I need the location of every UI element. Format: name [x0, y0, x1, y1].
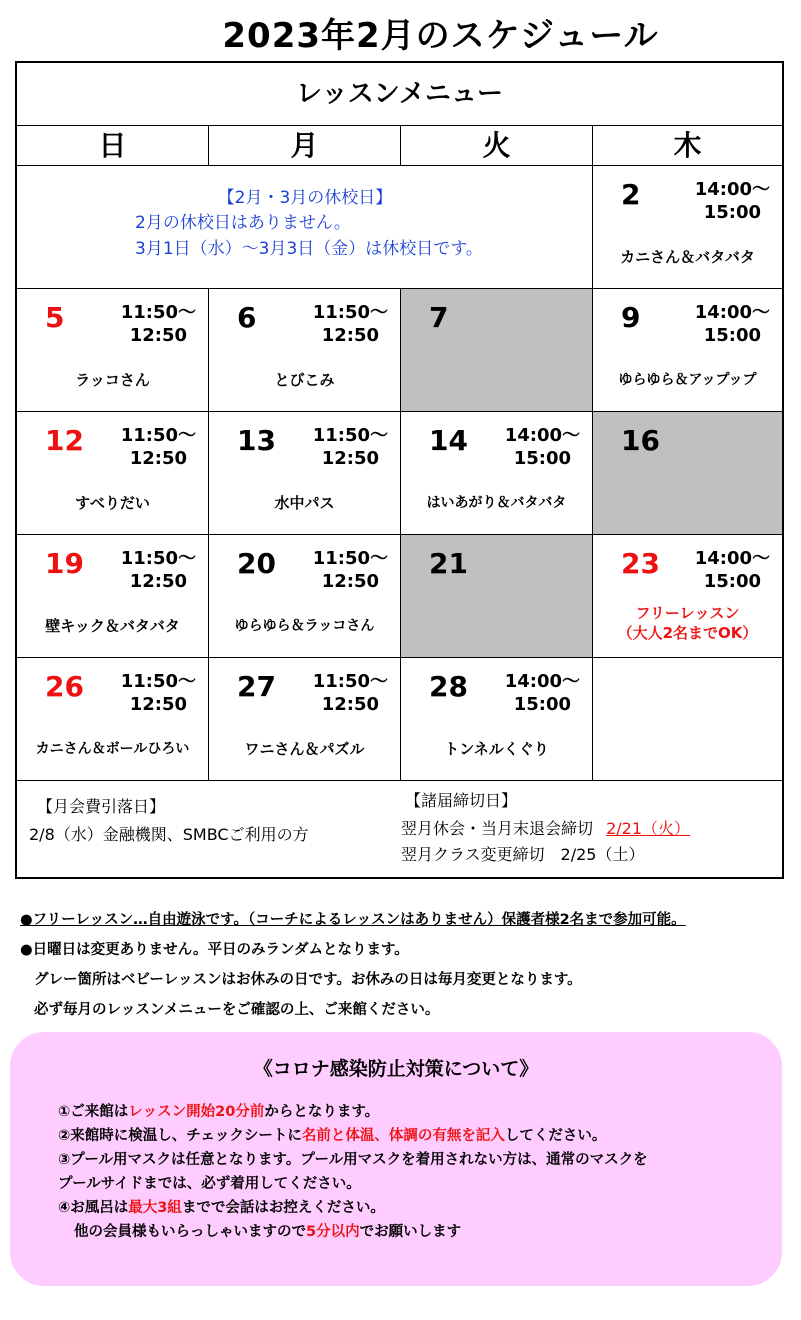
covid-title: 《コロナ感染防止対策について》: [253, 1058, 539, 1080]
day-cell: [593, 289, 782, 412]
date-number: 14: [429, 424, 468, 457]
time-start: 11:50～: [120, 302, 196, 323]
date-number: 26: [45, 670, 84, 703]
date-number: 2: [621, 178, 641, 211]
lesson-time: [121, 547, 196, 593]
weekday-sunday: 日: [17, 126, 209, 166]
deadline-withdrawal: [401, 816, 690, 839]
lesson-time: [121, 424, 196, 470]
time-end: 12:50: [321, 325, 379, 346]
date-number: 23: [621, 547, 660, 580]
time-start: 14:00～: [504, 671, 580, 692]
lesson-name: ワニさん＆パズル: [244, 740, 365, 758]
time-start: 11:50～: [312, 548, 388, 569]
day-cell: [401, 412, 593, 535]
time-end: 12:50: [321, 448, 379, 469]
lesson-name: はいあがり＆バタバタ: [426, 495, 567, 511]
time-start: 11:50～: [120, 671, 196, 692]
deadline-heading: 【諸届締切日】: [405, 791, 518, 810]
lesson-time: [695, 301, 770, 347]
date-number: 9: [621, 301, 641, 334]
date-number: 28: [429, 670, 468, 703]
time-end: 15:00: [703, 571, 761, 592]
time-end: 12:50: [129, 694, 187, 715]
holiday-notice-line: 2月の休校日はありません。: [135, 213, 351, 233]
note-gray: グレー箇所はベビーレッスンはお休みの日です。お休みの日は毎月変更となります。: [34, 972, 582, 988]
payment-deadline-info: [17, 780, 782, 877]
time-start: 11:50～: [312, 671, 388, 692]
covid-rule-2: ②来館時に検温し、チェックシートに名前と体温、体調の有無を記入してください。: [58, 1128, 607, 1144]
menu-heading: レッスンメニュー: [17, 63, 782, 126]
time-end: 15:00: [703, 202, 761, 223]
date-number: 5: [45, 301, 65, 334]
day-cell: [209, 535, 401, 658]
lesson-time: [313, 670, 388, 716]
time-start: 14:00～: [694, 548, 770, 569]
time-end: 12:50: [129, 448, 187, 469]
page-title: 2023年2月のスケジュール: [222, 16, 659, 56]
covid-measures-box: [10, 1032, 782, 1286]
day-cell-closed: [401, 289, 593, 412]
time-start: 11:50～: [120, 425, 196, 446]
covid-rule-1: ①ご来館はレッスン開始20分前からとなります。: [58, 1104, 380, 1120]
time-end: 12:50: [321, 571, 379, 592]
lesson-time: [121, 670, 196, 716]
lesson-name: 壁キック＆バタバタ: [45, 617, 180, 635]
weekday-monday: 月: [209, 126, 401, 166]
lesson-name: ゆらゆら＆ラッコさん: [234, 618, 375, 634]
lesson-name: トンネルくぐり: [444, 740, 549, 758]
date-number: 21: [429, 547, 468, 580]
covid-rule-4: ④お風呂は最大3組までで会話はお控えください。: [58, 1200, 385, 1216]
lesson-time: [695, 178, 770, 224]
date-number: 6: [237, 301, 257, 334]
day-cell: [17, 412, 209, 535]
lesson-name: 水中パス: [274, 494, 335, 512]
time-end: 15:00: [513, 694, 571, 715]
note-sunday: ●日曜日は変更ありません。平日のみランダムとなります。: [20, 942, 409, 958]
time-end: 15:00: [513, 448, 571, 469]
lesson-name: カニさん＆ボールひろい: [35, 741, 190, 757]
covid-rule-3: ③プール用マスクは任意となります。プール用マスクを着用されない方は、通常のマスクを: [58, 1152, 648, 1168]
time-start: 11:50～: [120, 548, 196, 569]
day-cell: [209, 412, 401, 535]
lesson-name: すべりだい: [75, 494, 150, 512]
date-number: 12: [45, 424, 84, 457]
day-cell-closed: [593, 412, 782, 535]
weekday-tuesday: 火: [401, 126, 593, 166]
lesson-name: とびこみ: [274, 371, 335, 389]
covid-rule-3-cont: プールサイドまでは、必ず着用してください。: [58, 1176, 361, 1192]
day-cell: [209, 658, 401, 781]
lesson-name: [593, 603, 782, 643]
deadline-withdrawal-label: 翌月休会・当月末退会締切: [401, 819, 594, 838]
lesson-time: [695, 547, 770, 593]
time-end: 12:50: [129, 325, 187, 346]
free-lesson-label: フリーレッスン: [635, 604, 740, 622]
date-number: 20: [237, 547, 276, 580]
deadline-class-change: 翌月クラス変更締切 2/25（土）: [401, 845, 645, 864]
time-end: 12:50: [321, 694, 379, 715]
lesson-time: [121, 301, 196, 347]
day-cell: [17, 535, 209, 658]
day-cell-closed: [401, 535, 593, 658]
lesson-time: [505, 424, 580, 470]
note-check: 必ず毎月のレッスンメニューをご確認の上、ご来館ください。: [34, 1002, 440, 1018]
day-cell: [209, 289, 401, 412]
lesson-time: [313, 547, 388, 593]
lesson-name: ラッコさん: [75, 371, 150, 389]
day-cell-empty: [593, 658, 782, 781]
lesson-name: ゆらゆら＆アップップ: [618, 372, 757, 388]
note-free-lesson: ●フリーレッスン…自由遊泳です。（コーチによるレッスンはありません）保護者様2名まで参加可能。: [20, 912, 686, 928]
fee-heading: 【月会費引落日】: [37, 797, 166, 816]
date-number: 16: [621, 424, 660, 457]
time-end: 12:50: [129, 571, 187, 592]
day-cell: [593, 535, 782, 658]
weekday-header-row: [17, 126, 782, 166]
free-lesson-note: （大人2名までOK）: [617, 624, 758, 642]
time-start: 11:50～: [312, 302, 388, 323]
covid-rule-4-cont: 他の会員様もいらっしゃいますので5分以内でお願いします: [74, 1224, 462, 1240]
holiday-notice: [17, 166, 593, 289]
date-number: 7: [429, 301, 449, 334]
holiday-notice-heading: 【2月・3月の休校日】: [217, 188, 393, 208]
lesson-time: [313, 424, 388, 470]
date-number: 13: [237, 424, 276, 457]
time-end: 15:00: [703, 325, 761, 346]
date-number: 19: [45, 547, 84, 580]
day-cell: [401, 658, 593, 781]
lesson-time: [313, 301, 388, 347]
time-start: 14:00～: [694, 302, 770, 323]
time-start: 14:00～: [504, 425, 580, 446]
day-cell: [593, 166, 782, 289]
day-cell: [17, 289, 209, 412]
time-start: 11:50～: [312, 425, 388, 446]
deadline-withdrawal-date: 2/21（火）: [606, 819, 691, 838]
holiday-notice-line: 3月1日（水）～3月3日（金）は休校日です。: [135, 239, 483, 259]
lesson-name: カニさん＆バタバタ: [620, 248, 755, 266]
time-start: 14:00～: [694, 179, 770, 200]
covid-rules: [58, 1100, 648, 1244]
notes-list: [20, 905, 790, 1025]
lesson-time: [505, 670, 580, 716]
weekday-thursday: 木: [673, 129, 702, 162]
day-cell: [17, 658, 209, 781]
fee-text: 2/8（水）金融機関、SMBCご利用の方: [29, 825, 309, 844]
schedule-calendar: [15, 61, 784, 879]
date-number: 27: [237, 670, 276, 703]
